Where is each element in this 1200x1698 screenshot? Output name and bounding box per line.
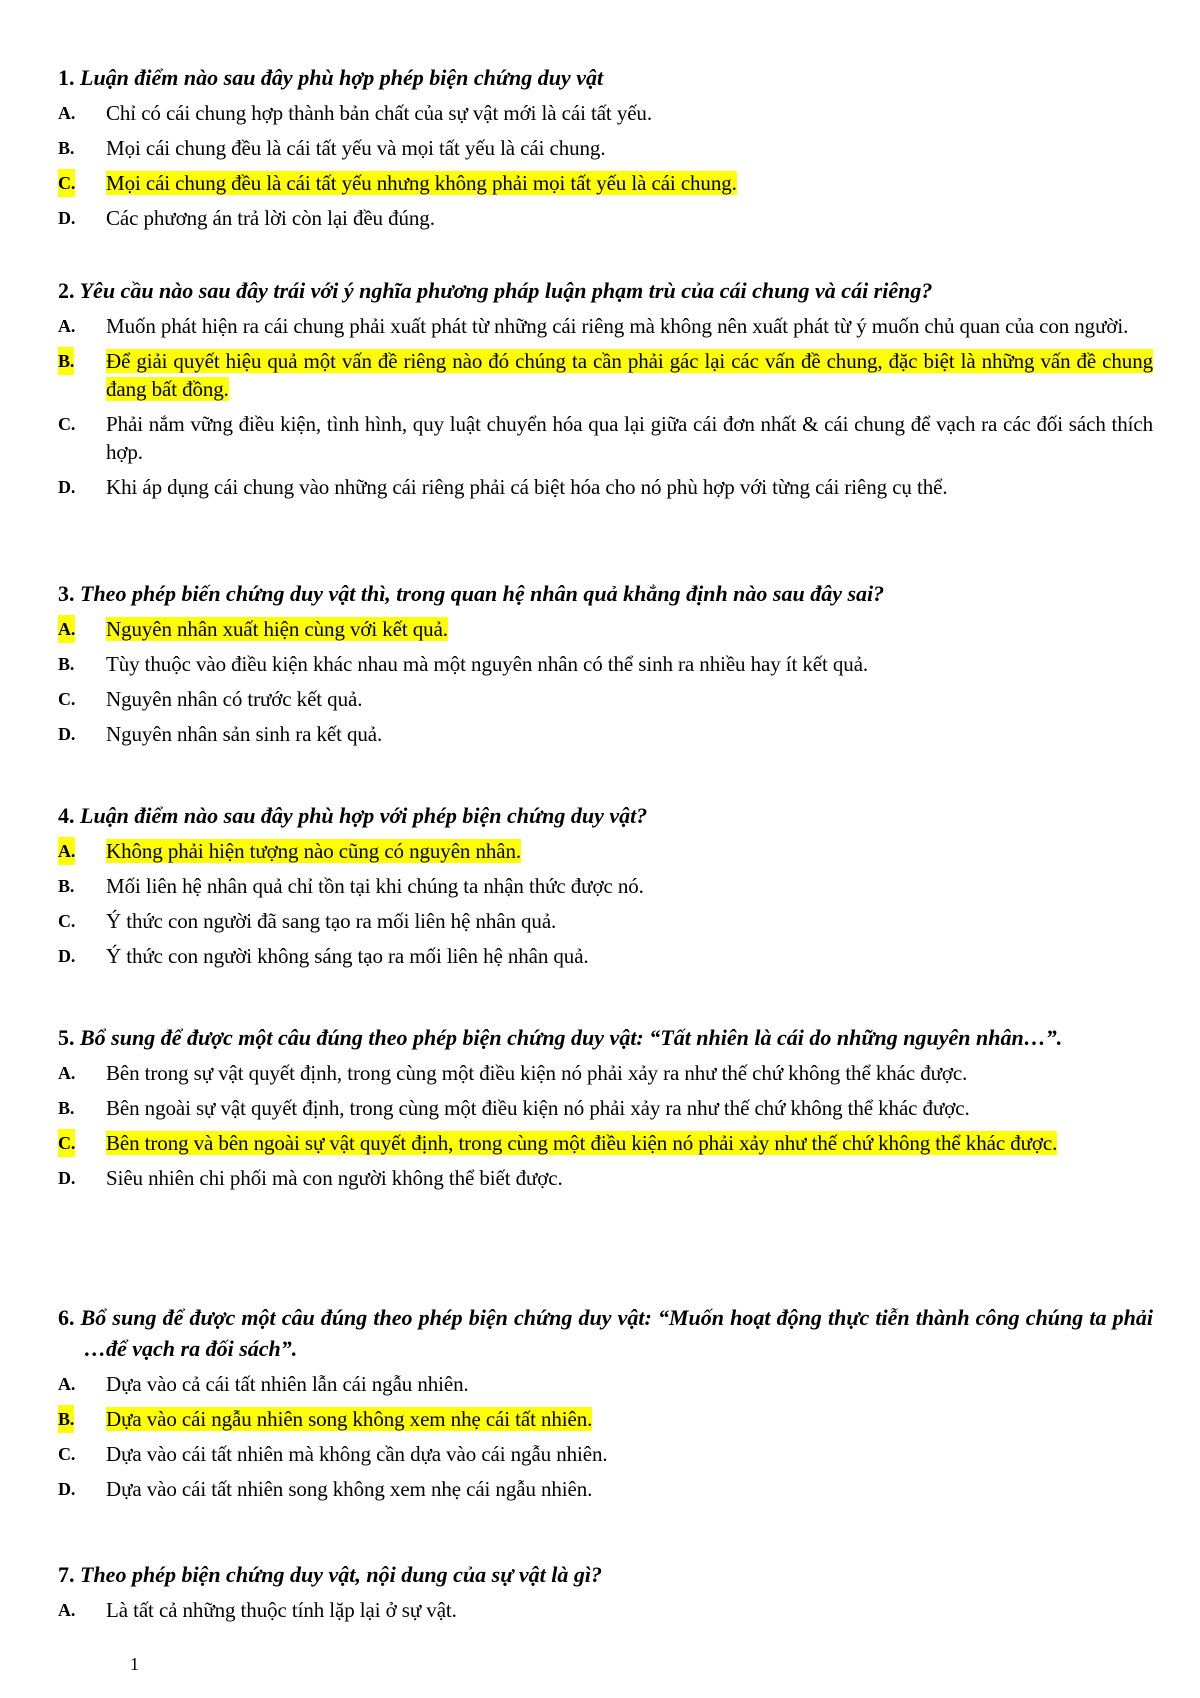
question-number: 3.: [58, 581, 75, 606]
option-text: Siêu nhiên chi phối mà con người không thể biết được.: [106, 1166, 563, 1190]
question-number: 5.: [58, 1025, 75, 1050]
option-text: Ý thức con người không sáng tạo ra mối liên hệ nhân quả.: [106, 944, 589, 968]
option-letter: A.: [58, 103, 76, 123]
option-b-highlighted: [58, 347, 1153, 403]
question-4: [58, 800, 1153, 977]
option-d: [58, 720, 1153, 748]
option-a: [58, 1596, 1153, 1624]
option-a: [58, 1370, 1153, 1398]
option-letter: D.: [58, 208, 76, 228]
question-text: Bổ sung để được một câu đúng theo phép biện chứng duy vật: “Muốn hoạt động thực tiễn thành công chúng ta phải …để vạch ra đối sách”.: [80, 1305, 1153, 1361]
question-6: [58, 1302, 1153, 1510]
option-a: [58, 1059, 1153, 1087]
option-letter: C.: [58, 689, 76, 709]
option-text: Mọi cái chung đều là cái tất yếu và mọi tất yếu là cái chung.: [106, 136, 606, 160]
option-text: Mối liên hệ nhân quả chỉ tồn tại khi chúng ta nhận thức được nó.: [106, 874, 644, 898]
option-text: Nguyên nhân sản sinh ra kết quả.: [106, 722, 383, 746]
question-number: 2.: [58, 278, 75, 303]
question-text: Bổ sung để được một câu đúng theo phép biện chứng duy vật: “Tất nhiên là cái do những nguyên nhân…”.: [80, 1025, 1063, 1050]
option-b: [58, 134, 1153, 162]
question-number: 1.: [58, 65, 75, 90]
option-letter: D.: [58, 1479, 76, 1499]
option-d: [58, 473, 1153, 501]
option-text: Để giải quyết hiệu quả một vấn đề riêng nào đó chúng ta cần phải gác lại các vấn đề chung, đặc biệt là những vấn đề chung đang bất đồng.: [106, 349, 1153, 401]
option-b: [58, 872, 1153, 900]
option-text: Bên trong sự vật quyết định, trong cùng một điều kiện nó phải xảy ra như thế chứ không thể khác được.: [106, 1061, 968, 1085]
option-d: [58, 204, 1153, 232]
option-c-highlighted: [58, 169, 1153, 197]
option-d: [58, 1164, 1153, 1192]
option-letter: C.: [58, 911, 76, 931]
option-letter: B.: [58, 347, 74, 375]
question-text: Luận điểm nào sau đây phù hợp với phép biện chứng duy vật?: [80, 803, 648, 828]
option-letter: B.: [58, 1405, 74, 1433]
question-1: [58, 62, 1153, 239]
option-text: Không phải hiện tượng nào cũng có nguyên nhân.: [106, 839, 522, 863]
option-letter: D.: [58, 946, 76, 966]
question-title: [58, 800, 1153, 831]
option-text: Muốn phát hiện ra cái chung phải xuất phát từ những cái riêng mà không nên xuất phát từ ý muốn chủ quan của con người.: [106, 314, 1129, 338]
option-text: Là tất cả những thuộc tính lặp lại ở sự vật.: [106, 1598, 457, 1622]
option-letter: B.: [58, 654, 75, 674]
option-text: Khi áp dụng cái chung vào những cái riêng phải cá biệt hóa cho nó phù hợp với từng cái riêng cụ thể.: [106, 475, 948, 499]
page-number: 1: [130, 1654, 139, 1674]
question-title: [58, 1302, 1153, 1364]
option-text: Bên ngoài sự vật quyết định, trong cùng một điều kiện nó phải xảy ra như thế chứ không thể khác được.: [106, 1096, 970, 1120]
option-letter: A.: [58, 615, 75, 643]
answer-options: [58, 99, 1153, 232]
option-letter: D.: [58, 1168, 76, 1188]
option-a-highlighted: [58, 615, 1153, 643]
option-text: Phải nắm vững điều kiện, tình hình, quy luật chuyển hóa qua lại giữa cái đơn nhất & cái chung để vạch ra các đối sách thích hợp.: [106, 412, 1153, 464]
question-title: [58, 275, 1153, 306]
answer-options: [58, 1059, 1153, 1192]
option-text: Ý thức con người đã sang tạo ra mối liên hệ nhân quả.: [106, 909, 557, 933]
option-text: Dựa vào cả cái tất nhiên lẫn cái ngẫu nhiên.: [106, 1372, 469, 1396]
option-letter: A.: [58, 837, 75, 865]
option-text: Nguyên nhân xuất hiện cùng với kết quả.: [106, 617, 448, 641]
option-d: [58, 1475, 1153, 1503]
option-c: [58, 410, 1153, 466]
question-title: [58, 62, 1153, 93]
question-number: 7.: [58, 1562, 75, 1587]
question-5: [58, 1022, 1153, 1199]
option-letter: C.: [58, 1444, 76, 1464]
option-text: Mọi cái chung đều là cái tất yếu nhưng không phải mọi tất yếu là cái chung.: [106, 171, 737, 195]
option-a-highlighted: [58, 837, 1153, 865]
question-7: [58, 1559, 1153, 1631]
question-text: Luận điểm nào sau đây phù hợp phép biện chứng duy vật: [80, 65, 604, 90]
option-text: Bên trong và bên ngoài sự vật quyết định, trong cùng một điều kiện nó phải xảy như thế chứ không thể khác được.: [106, 1131, 1058, 1155]
question-3: [58, 578, 1153, 755]
option-a: [58, 99, 1153, 127]
question-text: Theo phép biến chứng duy vật thì, trong quan hệ nhân quả khẳng định nào sau đây sai?: [80, 581, 885, 606]
option-letter: B.: [58, 1098, 75, 1118]
question-title: [58, 1559, 1153, 1590]
option-letter: A.: [58, 1374, 76, 1394]
question-title: [58, 1022, 1153, 1053]
option-text: Dựa vào cái tất nhiên mà không cần dựa vào cái ngẫu nhiên.: [106, 1442, 608, 1466]
option-a: [58, 312, 1153, 340]
option-b-highlighted: [58, 1405, 1153, 1433]
option-c: [58, 1440, 1153, 1468]
answer-options: [58, 312, 1153, 501]
question-text: Yêu cầu nào sau đây trái với ý nghĩa phương pháp luận phạm trù của cái chung và cái riêng?: [79, 278, 933, 303]
option-letter: B.: [58, 876, 75, 896]
answer-options: [58, 1370, 1153, 1503]
option-d: [58, 942, 1153, 970]
option-letter: C.: [58, 1129, 75, 1157]
option-text: Các phương án trả lời còn lại đều đúng.: [106, 206, 435, 230]
option-c: [58, 685, 1153, 713]
option-text: Dựa vào cái tất nhiên song không xem nhẹ cái ngẫu nhiên.: [106, 1477, 593, 1501]
option-letter: B.: [58, 138, 75, 158]
question-2: [58, 275, 1153, 508]
option-b: [58, 1094, 1153, 1122]
option-text: Chỉ có cái chung hợp thành bản chất của sự vật mới là cái tất yếu.: [106, 101, 652, 125]
question-title: [58, 578, 1153, 609]
option-c: [58, 907, 1153, 935]
question-text: Theo phép biện chứng duy vật, nội dung của sự vật là gì?: [80, 1562, 603, 1587]
question-number: 6.: [58, 1305, 75, 1330]
option-b: [58, 650, 1153, 678]
question-number: 4.: [58, 803, 75, 828]
option-letter: C.: [58, 169, 75, 197]
option-letter: A.: [58, 316, 76, 336]
answer-options: [58, 615, 1153, 748]
option-text: Tùy thuộc vào điều kiện khác nhau mà một nguyên nhân có thể sinh ra nhiều hay ít kết quả.: [106, 652, 869, 676]
answer-options: [58, 837, 1153, 970]
option-letter: A.: [58, 1063, 76, 1083]
option-letter: C.: [58, 414, 76, 434]
option-letter: D.: [58, 477, 76, 497]
option-letter: D.: [58, 724, 76, 744]
answer-options: [58, 1596, 1153, 1624]
option-letter: A.: [58, 1600, 76, 1620]
option-text: Dựa vào cái ngẫu nhiên song không xem nhẹ cái tất nhiên.: [106, 1407, 593, 1431]
option-text: Nguyên nhân có trước kết quả.: [106, 687, 363, 711]
option-c-highlighted: [58, 1129, 1153, 1157]
